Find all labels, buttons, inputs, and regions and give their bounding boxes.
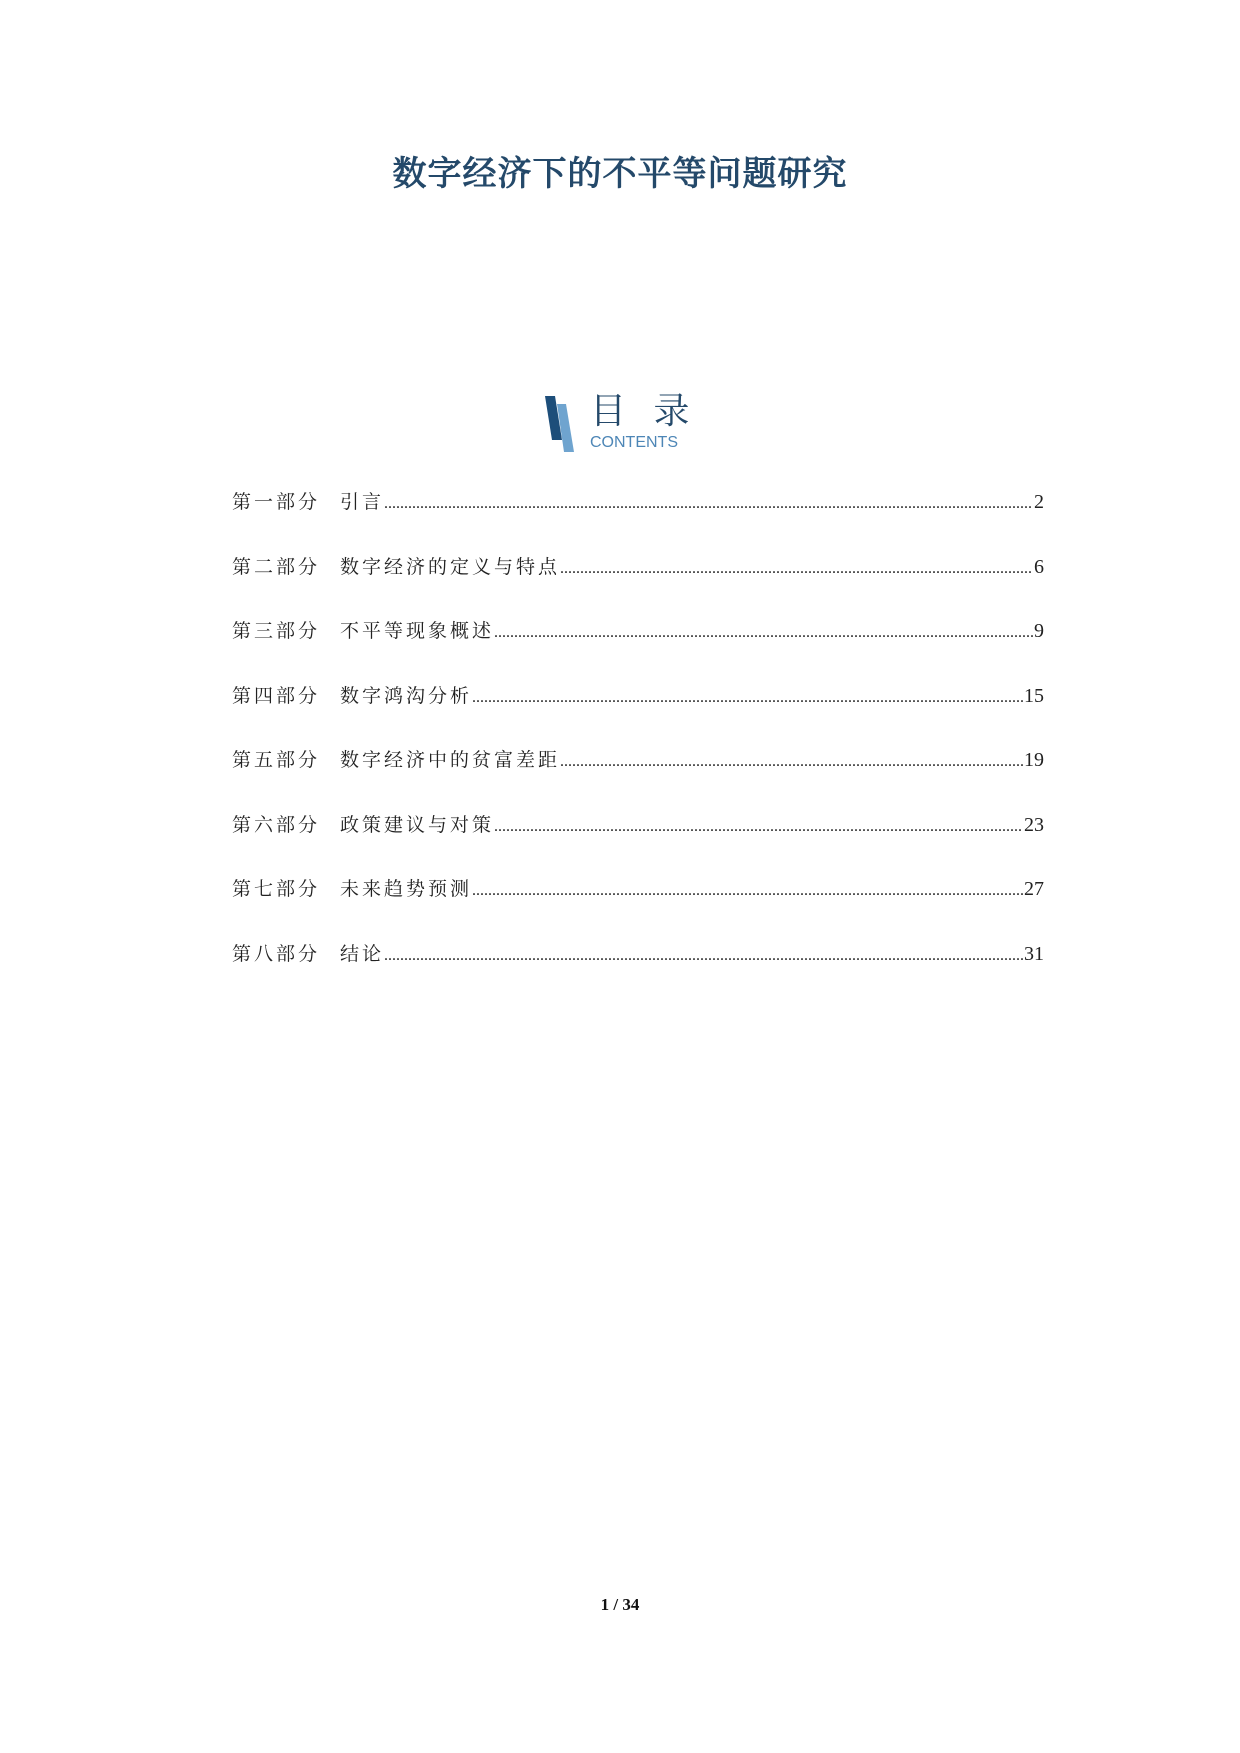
page-number: 1 / 34 <box>600 1595 640 1614</box>
toc-dot-leader <box>384 940 1023 972</box>
toc-entry-title: 不平等现象概述 <box>340 620 495 642</box>
toc-part-number: 第四部分 <box>232 684 321 707</box>
toc-part-number: 第八部分 <box>232 942 321 965</box>
toc-entry-title: 政策建议与对策 <box>340 813 495 836</box>
toc-part-number: 第六部分 <box>232 813 321 836</box>
toc-dot-leader <box>560 746 1023 778</box>
toc-entry-title: 数字经济的定义与特点 <box>340 555 561 578</box>
toc-entry-part-1[interactable] <box>232 486 1044 551</box>
document-title: 数字经济下的不平等问题研究 <box>392 154 848 194</box>
toc-entry-title: 引言 <box>340 491 385 513</box>
toc-page-number: 31 <box>1024 942 1044 965</box>
toc-page-number: 23 <box>1024 813 1044 836</box>
toc-dot-leader <box>472 682 1023 714</box>
toc-entry-part-4[interactable] <box>232 680 1044 745</box>
toc-subtitle: CONTENTS <box>590 434 678 451</box>
table-of-contents <box>232 486 1044 1002</box>
toc-title: 目 录 <box>590 391 698 432</box>
toc-page-number: 15 <box>1024 684 1044 707</box>
toc-part-number: 第七部分 <box>232 878 321 900</box>
toc-part-number: 第五部分 <box>232 749 321 771</box>
toc-page-number: 2 <box>1034 491 1044 513</box>
toc-entry-part-8[interactable] <box>232 938 1044 1003</box>
toc-dot-leader <box>384 488 1033 520</box>
toc-page-number: 27 <box>1024 878 1044 900</box>
toc-entry-part-2[interactable] <box>232 551 1044 616</box>
toc-book-icon <box>545 396 575 452</box>
toc-entry-part-3[interactable] <box>232 615 1044 680</box>
toc-heading <box>545 391 715 452</box>
toc-page-number: 6 <box>1034 555 1044 578</box>
toc-entry-title: 数字鸿沟分析 <box>340 684 473 707</box>
toc-dot-leader <box>560 553 1033 585</box>
toc-part-number: 第一部分 <box>232 491 321 513</box>
toc-part-number: 第三部分 <box>232 620 321 642</box>
toc-entry-title: 结论 <box>340 942 385 965</box>
toc-entry-part-6[interactable] <box>232 809 1044 874</box>
toc-dot-leader <box>494 617 1033 649</box>
toc-entry-title: 未来趋势预测 <box>340 878 473 900</box>
toc-part-number: 第二部分 <box>232 555 321 578</box>
toc-entry-part-5[interactable] <box>232 744 1044 809</box>
toc-entry-title: 数字经济中的贫富差距 <box>340 749 561 771</box>
toc-page-number: 9 <box>1034 620 1044 642</box>
toc-entry-part-7[interactable] <box>232 873 1044 938</box>
toc-dot-leader <box>472 875 1023 907</box>
toc-dot-leader <box>494 811 1023 843</box>
toc-page-number: 19 <box>1024 749 1044 771</box>
